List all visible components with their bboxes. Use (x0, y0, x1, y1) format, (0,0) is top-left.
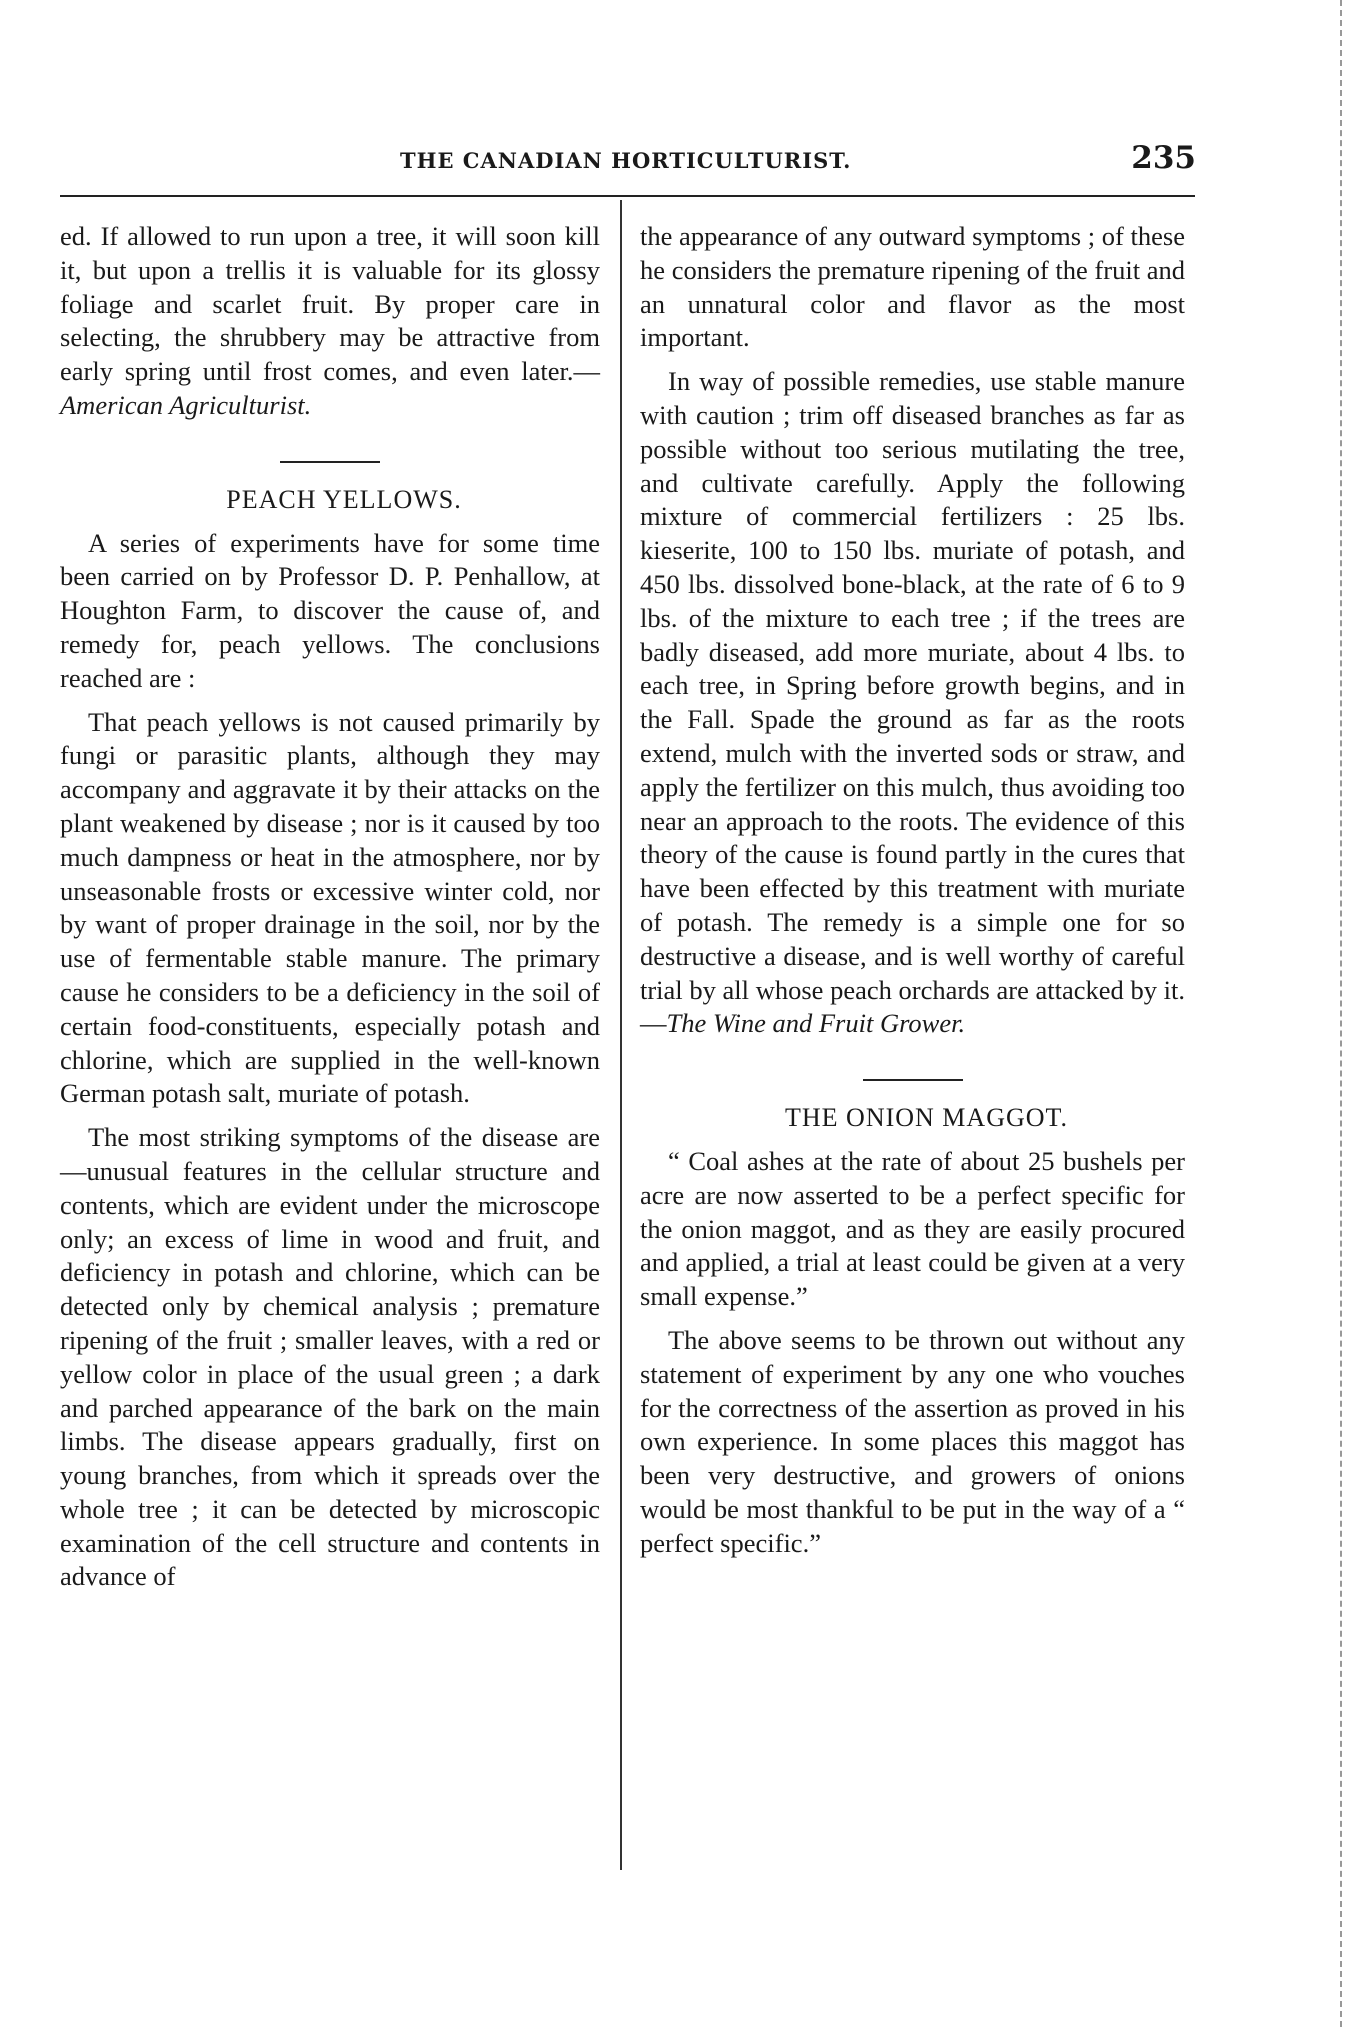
header-rule (60, 195, 1195, 197)
remedies-text: In way of possible remedies, use stable manure with caution ; trim off diseased branches as far as possible without too serious mutilating the tree, and cultivate carefully. Apply the following mixture of commercial fertilizers : 25 lbs. kieserite, 100 to 150 lbs. muriate of potash, and 450 lbs. dissolved bone-black, at the rate of 6 to 9 lbs. of the mixture to each tree ; if the trees are badly diseased, add more muriate, about 4 lbs. to each tree, in Spring before growth begins, and in the Fall. Spade the ground as far as the roots extend, mulch with the inverted sods or straw, and apply the fertilizer on this mulch, thus avoiding too near an approach to the roots. The evidence of this theory of the cause is found partly in the cures that have been effected by this treatment with muriate of potash. The remedy is a simple one for so destructive a disease, and is well worthy of careful trial by all whose peach orchards are attacked by it.— (640, 366, 1185, 1039)
left-column (60, 220, 600, 1604)
article-paragraph: The above seems to be thrown out without any statement of experiment by any one who vouches for the correctness of the assertion as proved in his own experience. In some places this maggot has been very destructive, and growers of onions would be most thankful to be put in the way of a “ perfect specific.” (640, 1324, 1185, 1558)
article-paragraph: The most striking symptoms of the disease are—unusual features in the cellular structure and contents, which are evident under the microscope only; an excess of lime in wood and fruit, and deficiency in potash and chlorine, which can be detected only by chemical analysis ; premature ripening of the fruit ; smaller leaves, with a red or yellow color in place of the usual green ; a dark and parched appearance of the bark on the main limbs. The disease appears gradually, first on young branches, from which it spreads over the whole tree ; it can be detected by microscopic examination of the cell structure and contents in advance of (60, 1122, 600, 1592)
page-number: 235 (1131, 140, 1196, 176)
section-rule (280, 461, 380, 463)
section-rule (863, 1079, 963, 1081)
article-paragraph: That peach yellows is not caused primarily by fungi or parasitic plants, although they may accompany and aggravate it by their attacks on the plant weakened by disease ; nor is it caused by too much dampness or heat in the atmosphere, nor by unseasonable frosts or excessive winter cold, nor by want of proper drainage in the soil, nor by the use of fermentable stable manure. The primary cause he considers to be a deficiency in the soil of certain food-constituents, especially potash and chlorine, which are supplied in the well-known German potash salt, muriate of potash. (60, 706, 600, 1109)
page-edge (1340, 0, 1342, 2027)
citation: The Wine and Fruit Grower. (666, 1008, 966, 1039)
section-heading-onion-maggot: THE ONION MAGGOT. (785, 1103, 1068, 1133)
running-title: THE CANADIAN HORTICULTURIST. (400, 148, 852, 173)
article-paragraph: “ Coal ashes at the rate of about 25 bushels per acre are now asserted to be a perfect specific for the onion maggot, and as they are easily procured and applied, a trial at least could be given at a very small expense.” (640, 1145, 1185, 1312)
citation: American Agriculturist. (60, 389, 312, 420)
continuation-text: ed. If allowed to run upon a tree, it will soon kill it, but upon a trellis it is valuable for its glossy foliage and scarlet fruit. By proper care in selecting, the shrubbery may be attractive from early spring until frost comes, and even later.— (60, 221, 600, 387)
continuation-paragraph: the appearance of any outward symptoms ; of these he considers the premature ripening of the fruit and an unnatural color and flavor as the most important. (640, 221, 1185, 353)
page-header (60, 140, 1196, 192)
article-paragraph (640, 365, 1185, 1041)
right-column (640, 220, 1185, 1570)
article-paragraph: A series of experiments have for some time been carried on by Professor D. P. Penhallow, at Houghton Farm, to discover the cause of, and remedy for, peach yellows. The conclusions reached are : (60, 527, 600, 693)
section-heading-peach-yellows: PEACH YELLOWS. (226, 484, 462, 514)
column-divider (620, 200, 622, 1870)
continuation-paragraph (60, 220, 600, 423)
